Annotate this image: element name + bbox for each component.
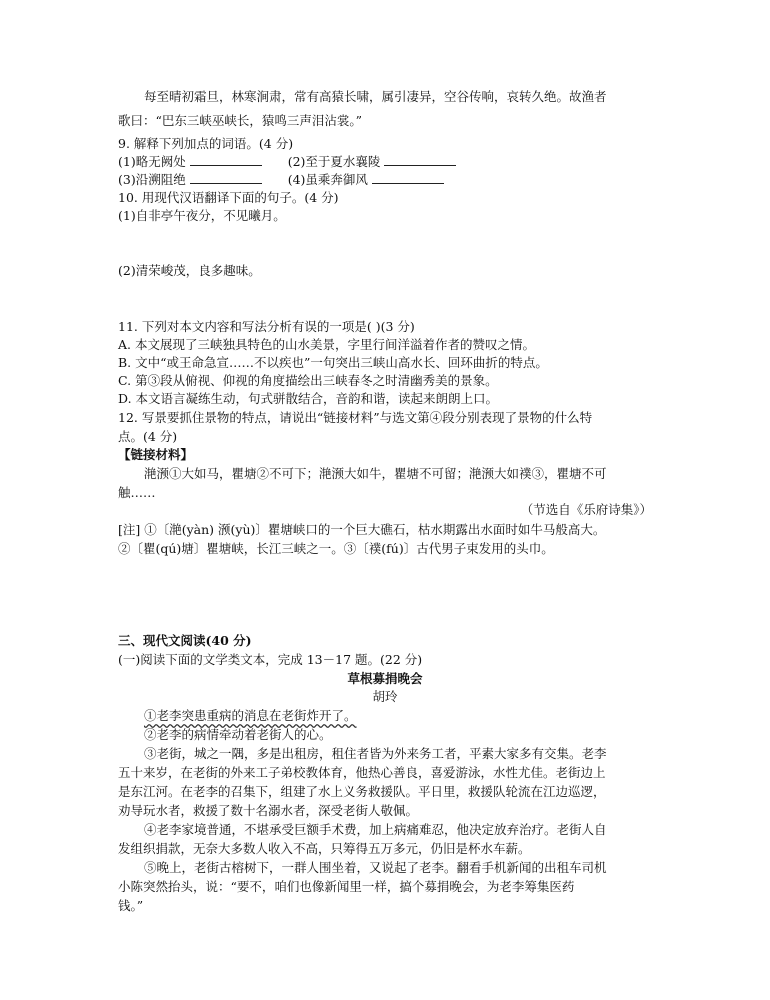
question-11-option-a: A. 本文展现了三峡独具特色的山水美景，字里行间洋溢着作者的赞叹之情。 bbox=[118, 337, 535, 352]
story-author: 胡玲 bbox=[372, 689, 398, 704]
question-11-option-b: B. 文中“或王命急宣……不以疾也”一句突出三峡山高水长、回环曲折的特点。 bbox=[118, 355, 548, 370]
footnote-line: ②〔瞿(qú)塘〕瞿塘峡，长江三峡之一。③〔襆(fú)〕古代男子束发用的头巾。 bbox=[118, 541, 554, 556]
footnote-line: [注] ①〔滟(yàn) 滪(yù)〕瞿塘峡口的一个巨大礁石，枯水期露出水面时如牛马般高大。 bbox=[118, 522, 606, 537]
question-11-option-c: C. 第③段从俯视、仰视的角度描绘出三峡春冬之时清幽秀美的景象。 bbox=[118, 373, 498, 388]
story-paragraph-2: ②老李的病情牵动着老街人的心。 bbox=[144, 727, 332, 742]
q9-item-1: (1)略无阙处 bbox=[118, 154, 186, 169]
story-paragraph-3-line: 五十来岁，在老街的外来工子弟校教体育，他热心善良，喜爱游泳，水性尤佳。老街边上 bbox=[118, 765, 606, 780]
question-11-option-d: D. 本文语言凝练生动，句式骈散结合，音韵和谐，读起来朗朗上口。 bbox=[118, 391, 499, 406]
q9-item-2: (2)至于夏水襄陵 bbox=[287, 154, 381, 169]
section-heading: 三、现代文阅读(40 分) bbox=[118, 633, 252, 648]
answer-blank bbox=[384, 153, 456, 166]
story-paragraph-5-line: ⑤晚上，老街古榕树下，一群人围坐着，又说起了老李。翻看手机新闻的出租车司机 bbox=[144, 860, 607, 875]
section-subheading: (一)阅读下面的文学类文本，完成 13－17 题。(22 分) bbox=[118, 652, 423, 667]
answer-blank bbox=[372, 171, 444, 184]
story-paragraph-3-line: 是东江河。在老李的召集下，组建了水上义务救援队。平日里，救援队轮流在江边巡逻， bbox=[118, 784, 606, 799]
story-paragraph-5-line: 钱。” bbox=[118, 898, 144, 913]
question-10-sentence-2: (2)清荣峻茂，良多趣味。 bbox=[118, 263, 261, 278]
question-10-sentence-1: (1)自非亭午夜分，不见曦月。 bbox=[118, 208, 286, 223]
wavy-underlined-sentence: ①老李突患重病的消息在老街炸开了。 bbox=[144, 708, 357, 723]
question-9-row-2 bbox=[118, 171, 444, 189]
link-material-title: 【链接材料】 bbox=[118, 447, 194, 462]
question-12-prompt: 12. 写景要抓住景物的特点，请说出“链接材料”与选文第④段分别表现了景物的什么特 bbox=[118, 410, 593, 425]
question-11-prompt: 11. 下列对本文内容和写法分析有误的一项是( )(3 分) bbox=[118, 319, 415, 334]
story-paragraph-5-line: 小陈突然抬头，说：“要不，咱们也像新闻里一样，搞个募捐晚会，为老李筹集医药 bbox=[118, 879, 575, 894]
story-paragraph-4-line: 发组织捐款，无奈大多数人收入不高，只筹得五万多元，仍旧是杯水车薪。 bbox=[118, 841, 531, 856]
story-paragraph-3-line: ③老街，城之一隅，多是出租房，租住者皆为外来务工者，平素大家多有交集。老李 bbox=[144, 746, 607, 761]
answer-blank bbox=[190, 153, 262, 166]
link-material-line: 触…… bbox=[118, 485, 156, 500]
material-source: （节选自《乐府诗集》） bbox=[520, 502, 652, 517]
q9-item-4: (4)虽乘奔御风 bbox=[287, 172, 368, 187]
passage-line: 歌曰：“巴东三峡巫峡长，猿鸣三声泪沾裳。” bbox=[118, 113, 363, 128]
question-9-row-1 bbox=[118, 153, 456, 171]
story-title: 草根募捐晚会 bbox=[347, 671, 423, 686]
q9-item-3: (3)沿溯阻绝 bbox=[118, 172, 186, 187]
story-paragraph-3-line: 劝导玩水者，救援了数十名溺水者，深受老街人敬佩。 bbox=[118, 803, 419, 818]
question-9-prompt: 9. 解释下列加点的词语。(4 分) bbox=[118, 136, 294, 151]
link-material-line: 滟滪①大如马，瞿塘②不可下；滟滪大如牛，瞿塘不可留；滟滪大如襆③，瞿塘不可 bbox=[144, 466, 607, 481]
question-10-prompt: 10. 用现代汉语翻译下面的句子。(4 分) bbox=[118, 190, 339, 205]
passage-line: 每至晴初霜旦，林寒涧肃，常有高猿长啸，属引凄异，空谷传响，哀转久绝。故渔者 bbox=[144, 89, 607, 104]
answer-blank bbox=[190, 171, 262, 184]
story-paragraph-4-line: ④老李家境普通，不堪承受巨额手术费，加上病痛难忍，他决定放弃治疗。老街人自 bbox=[144, 822, 607, 837]
story-paragraph-1 bbox=[144, 707, 357, 725]
question-12-prompt: 点。(4 分) bbox=[118, 429, 178, 444]
